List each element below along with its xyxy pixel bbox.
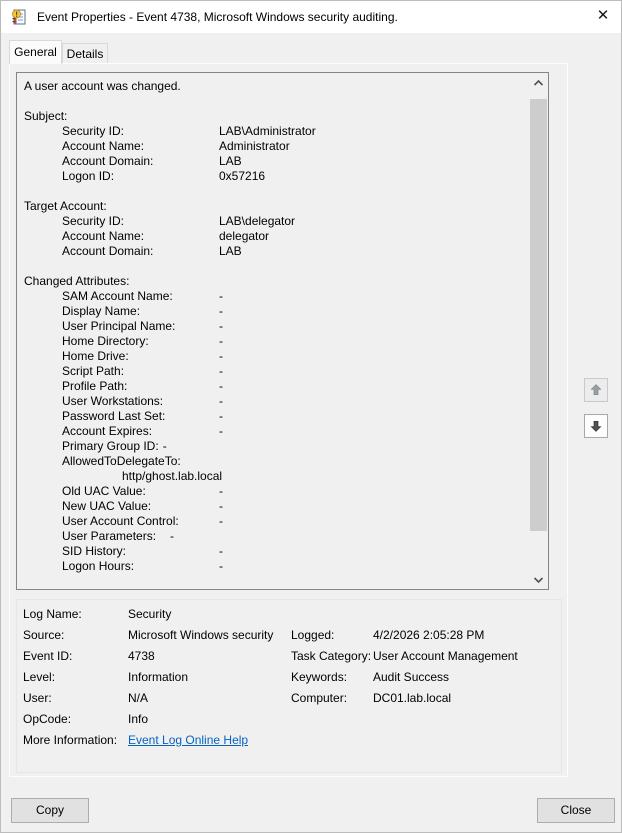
description-line <box>24 484 526 499</box>
titlebar <box>1 1 622 33</box>
event-log-icon <box>11 9 27 25</box>
description-label: Profile Path: <box>62 379 128 393</box>
description-line <box>24 109 526 124</box>
description-line <box>24 154 526 169</box>
description-line <box>24 409 526 424</box>
metadata-value: User Account Management <box>373 649 518 663</box>
description-label: http/ghost.lab.local <box>122 469 223 483</box>
metadata-value: DC01.lab.local <box>373 691 452 705</box>
metadata-value: 4/2/2026 2:05:28 PM <box>373 628 485 642</box>
description-line <box>24 139 526 154</box>
description-label: Account Domain: <box>62 244 154 258</box>
description-value: LAB\Administrator <box>219 124 316 138</box>
metadata-label: Computer: <box>291 691 348 705</box>
metadata-value: Microsoft Windows security <box>128 628 274 642</box>
description-label: A user account was changed. <box>24 79 181 93</box>
description-line <box>24 244 526 259</box>
scrollbar-thumb[interactable] <box>530 99 547 531</box>
metadata-value: Information <box>128 670 189 684</box>
description-label: Home Directory: <box>62 334 149 348</box>
tab-details[interactable]: Details <box>62 43 108 64</box>
description-label: Old UAC Value: <box>62 484 146 498</box>
description-line <box>24 229 526 244</box>
event-log-online-help-link[interactable]: Event Log Online Help <box>128 733 249 747</box>
description-label: SAM Account Name: <box>62 289 173 303</box>
description-value: LAB <box>219 154 242 168</box>
metadata-value: 4738 <box>128 649 155 663</box>
description-value: - <box>170 529 175 543</box>
description-label: Account Expires: <box>62 424 153 438</box>
event-metadata-pane <box>16 599 562 773</box>
description-line <box>24 544 526 559</box>
metadata-label: User: <box>23 691 52 705</box>
description-line <box>24 454 526 469</box>
description-value: 0x57216 <box>219 169 266 183</box>
description-line <box>24 514 526 529</box>
up-arrow-icon <box>588 382 604 398</box>
description-label: User Account Control: <box>62 514 179 528</box>
description-value: - <box>219 379 223 393</box>
description-value: - <box>219 544 223 558</box>
copy-button[interactable]: Copy <box>11 798 89 823</box>
description-line <box>24 169 526 184</box>
description-value: LAB <box>219 244 242 258</box>
description-label: New UAC Value: <box>62 499 152 513</box>
scrollbar-down-icon[interactable] <box>530 571 547 588</box>
description-line <box>24 334 526 349</box>
description-value: delegator <box>219 229 270 243</box>
previous-event-button[interactable] <box>584 378 608 402</box>
description-value: - <box>219 304 223 318</box>
description-line <box>24 274 526 289</box>
description-value: LAB\delegator <box>219 214 296 228</box>
description-label: Display Name: <box>62 304 141 318</box>
description-line <box>24 379 526 394</box>
metadata-label: OpCode: <box>23 712 72 726</box>
description-label: Security ID: <box>62 214 125 228</box>
metadata-label: Event ID: <box>23 649 73 663</box>
next-event-button[interactable] <box>584 414 608 438</box>
description-value: - <box>219 364 223 378</box>
description-value: - <box>162 439 167 453</box>
description-line <box>24 214 526 229</box>
description-line <box>24 199 526 214</box>
description-label: Target Account: <box>24 199 107 213</box>
description-value: - <box>219 559 223 573</box>
scrollbar-up-icon[interactable] <box>530 74 547 91</box>
description-label: AllowedToDelegateTo: <box>62 454 181 468</box>
close-icon[interactable]: ✕ <box>596 7 610 24</box>
description-line <box>24 289 526 304</box>
description-value: - <box>219 424 223 438</box>
metadata-label: Logged: <box>291 628 335 642</box>
description-line <box>24 304 526 319</box>
description-line <box>24 94 526 109</box>
description-value: - <box>219 334 223 348</box>
description-line <box>24 184 526 199</box>
description-label: Subject: <box>24 109 68 123</box>
metadata-label: Task Category: <box>291 649 372 663</box>
description-label: Password Last Set: <box>62 409 166 423</box>
description-line <box>24 79 526 94</box>
description-label: User Parameters: <box>62 529 157 543</box>
description-value: - <box>219 319 223 333</box>
description-line <box>24 259 526 274</box>
down-arrow-icon <box>588 418 604 434</box>
metadata-label: Log Name: <box>23 607 82 621</box>
description-line <box>24 439 526 454</box>
metadata-label: More Information: <box>23 733 118 747</box>
metadata-value: Audit Success <box>373 670 450 684</box>
event-description-lines <box>24 79 526 587</box>
description-line <box>24 394 526 409</box>
event-description-box[interactable] <box>16 72 549 590</box>
description-label: Account Name: <box>62 139 145 153</box>
tab-general[interactable]: General <box>9 40 62 64</box>
close-button[interactable]: Close <box>537 798 615 823</box>
description-label: User Principal Name: <box>62 319 176 333</box>
description-label: SID History: <box>62 544 127 558</box>
description-value: - <box>219 409 223 423</box>
general-tab-page <box>9 63 568 777</box>
description-value: - <box>219 394 223 408</box>
description-line <box>24 469 526 484</box>
description-value: Administrator <box>219 139 290 153</box>
metadata-value: Info <box>128 712 149 726</box>
description-line <box>24 364 526 379</box>
description-scrollbar[interactable] <box>530 74 547 588</box>
window-title: Event Properties - Event 4738, Microsoft Windows security auditing. <box>37 10 398 24</box>
description-label: Logon Hours: <box>62 559 135 573</box>
description-line <box>24 529 526 544</box>
metadata-label: Source: <box>23 628 65 642</box>
metadata-value: N/A <box>128 691 149 705</box>
description-label: Account Domain: <box>62 154 154 168</box>
description-line <box>24 349 526 364</box>
description-line <box>24 124 526 139</box>
metadata-label: Level: <box>23 670 56 684</box>
description-line <box>24 319 526 334</box>
description-line <box>24 424 526 439</box>
description-value: - <box>219 349 223 363</box>
description-label: Primary Group ID: <box>62 439 159 453</box>
description-label: Security ID: <box>62 124 125 138</box>
description-line <box>24 559 526 574</box>
description-label: Changed Attributes: <box>24 274 130 288</box>
description-value: - <box>219 514 223 528</box>
description-label: User Workstations: <box>62 394 164 408</box>
description-label: Account Name: <box>62 229 145 243</box>
metadata-label: Keywords: <box>291 670 348 684</box>
metadata-value: Security <box>128 607 172 621</box>
description-line <box>24 499 526 514</box>
description-label: Script Path: <box>62 364 125 378</box>
description-label: Home Drive: <box>62 349 129 363</box>
description-value: - <box>219 484 223 498</box>
description-label: Logon ID: <box>62 169 115 183</box>
description-value: - <box>219 499 223 513</box>
description-value: - <box>219 289 223 303</box>
